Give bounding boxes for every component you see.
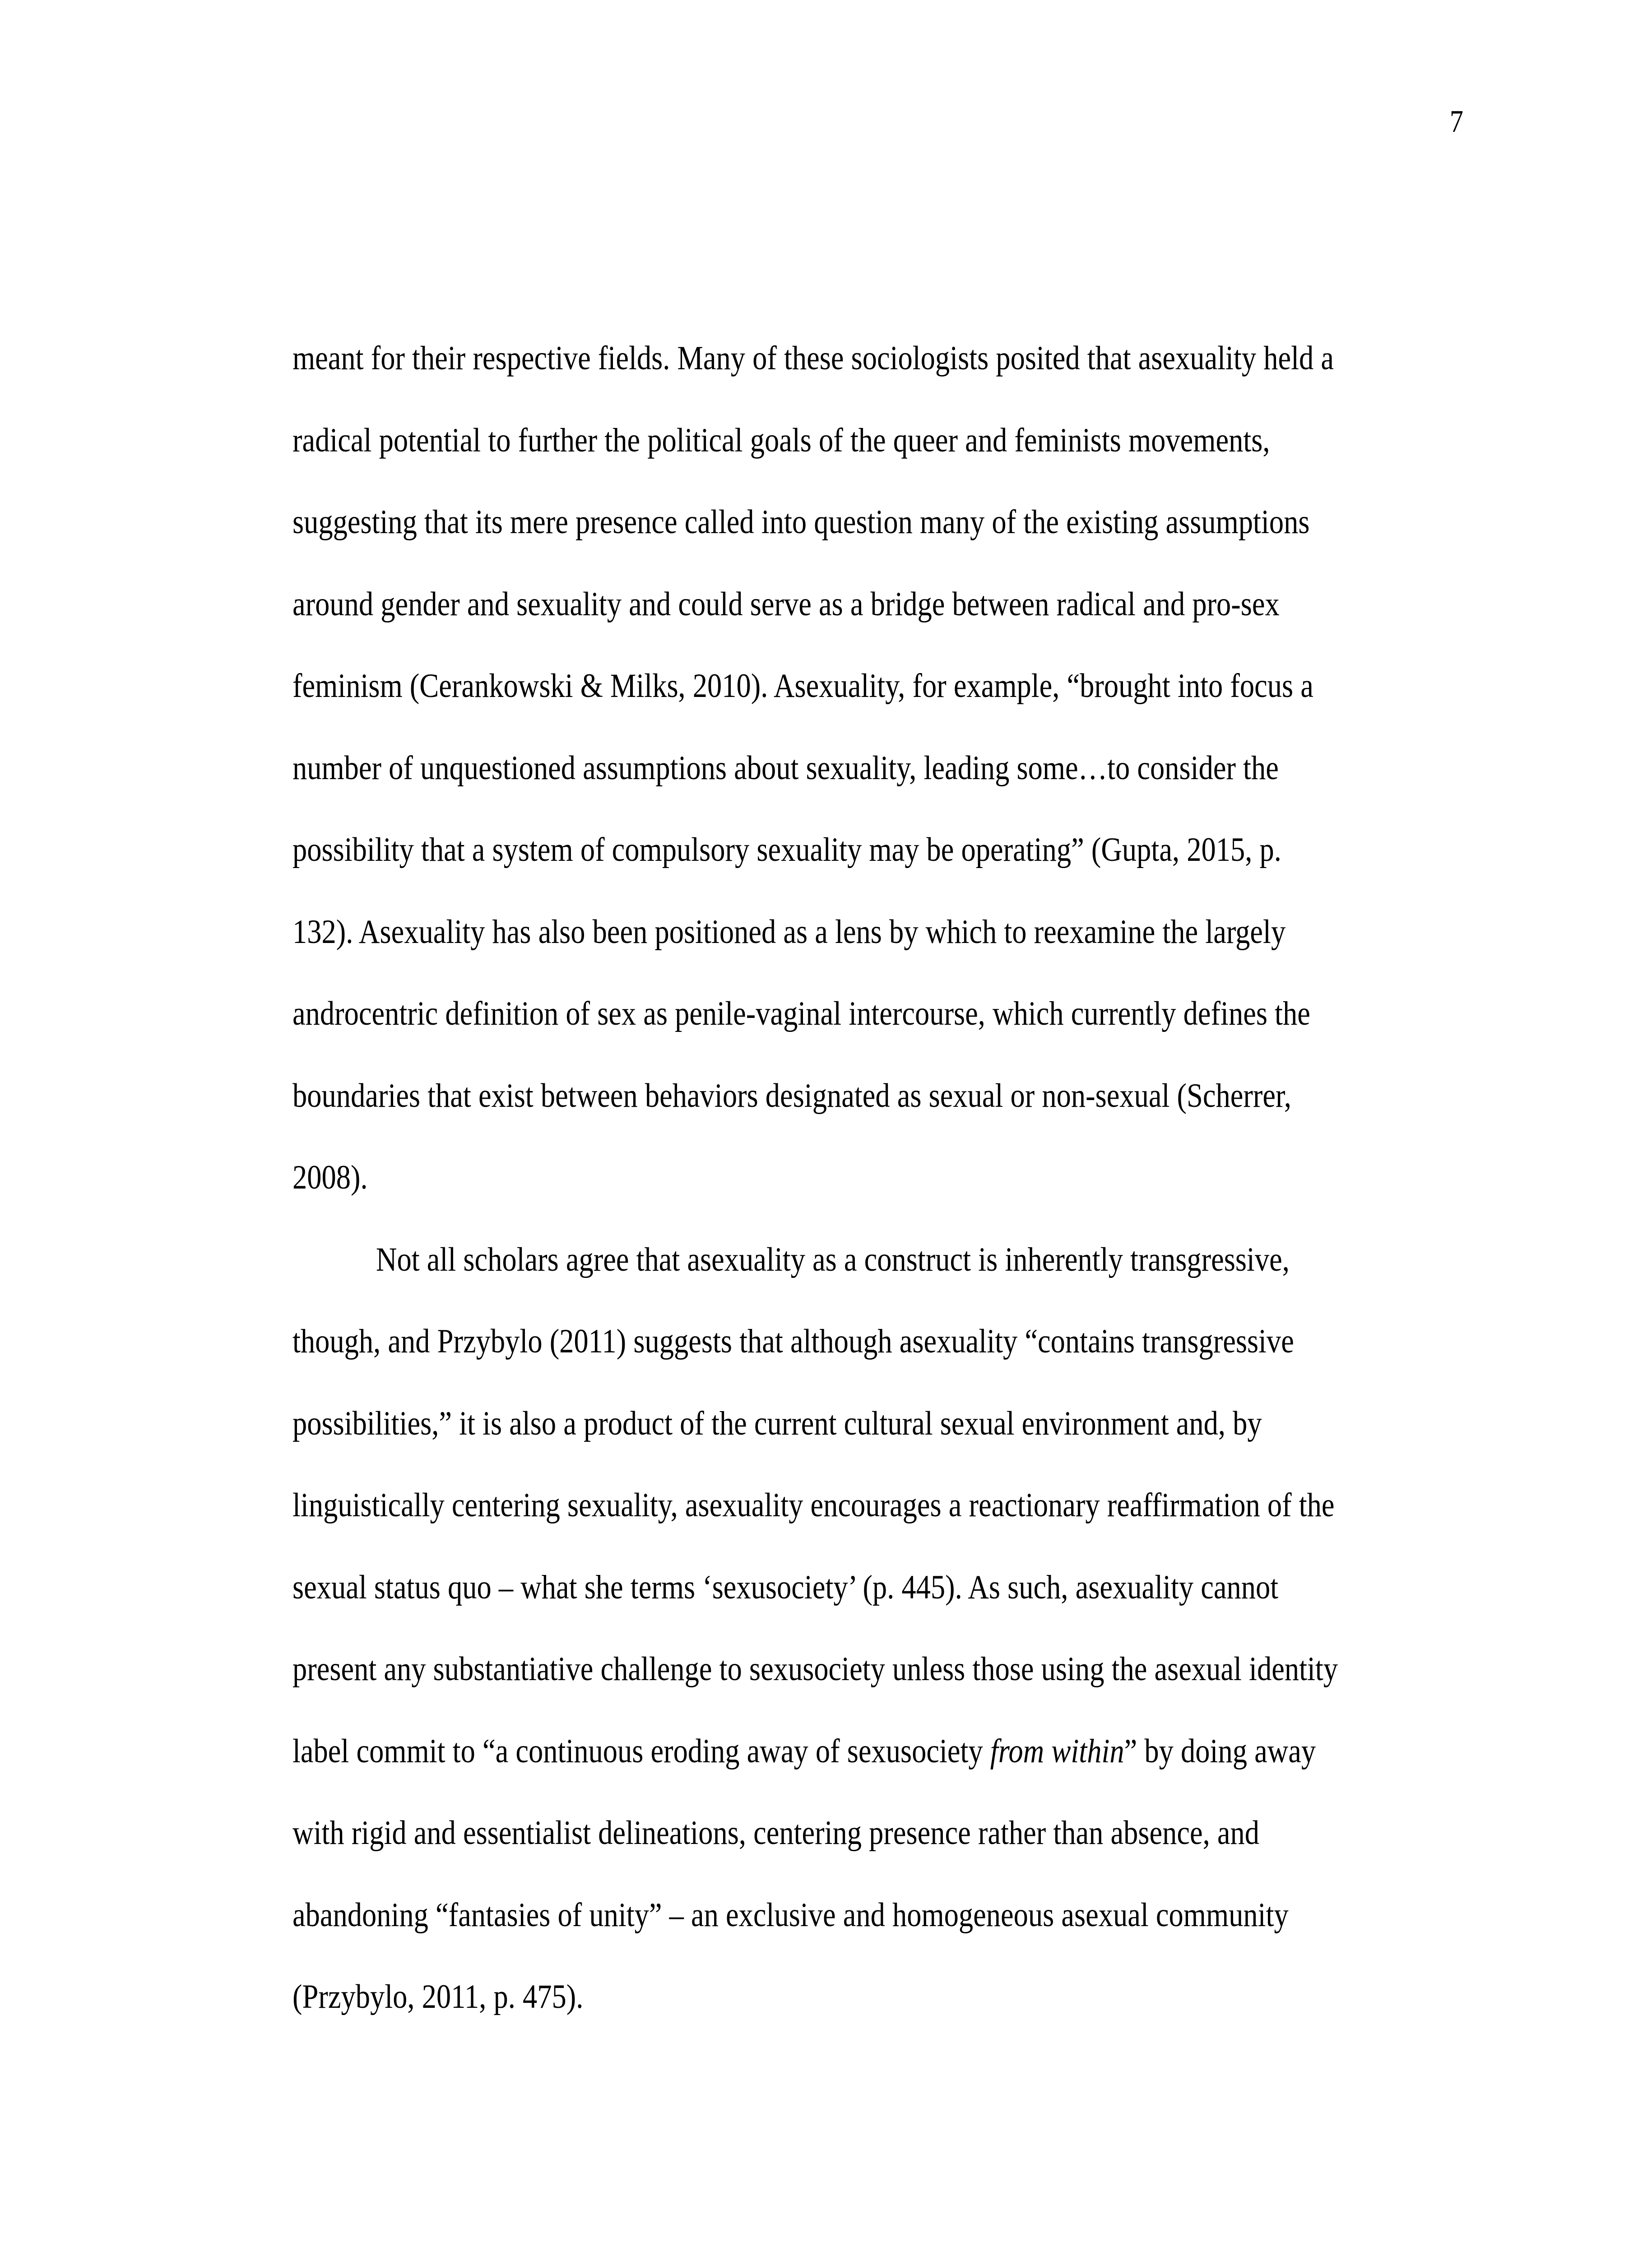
text-line: with rigid and essentialist delineations, centering presence rather than absence, and — [292, 1814, 1260, 1852]
text-line: linguistically centering sexuality, asexuality encourages a reactionary reaffirmation of the — [292, 1486, 1335, 1524]
text-line: number of unquestioned assumptions about sexuality, leading some…to consider the — [292, 749, 1279, 787]
text-line: possibilities,” it is also a product of the current cultural sexual environment and, by — [292, 1404, 1262, 1442]
body-text — [292, 317, 1480, 2038]
text-line: present any substantiative challenge to sexusociety unless those using the asexual identity — [292, 1650, 1338, 1688]
text-line: suggesting that its mere presence called into question many of the existing assumptions — [292, 503, 1310, 541]
text-line: possibility that a system of compulsory sexuality may be operating” (Gupta, 2015, p. — [292, 831, 1281, 868]
emphasis-text: from within — [990, 1732, 1124, 1770]
text-line: feminism (Cerankowski & Milks, 2010). Asexuality, for example, “brought into focus a — [292, 667, 1313, 705]
text-segment: ” by doing away — [1124, 1732, 1316, 1770]
text-segment: label commit to “a continuous eroding away of sexusociety — [292, 1732, 990, 1770]
text-line: around gender and sexuality and could serve as a bridge between radical and pro-sex — [292, 585, 1280, 623]
text-line: androcentric definition of sex as penile-vaginal intercourse, which currently defines the — [292, 995, 1310, 1032]
text-line: radical potential to further the political goals of the queer and feminists movements, — [292, 421, 1270, 459]
text-line: 132). Asexuality has also been positioned as a lens by which to reexamine the largely — [292, 913, 1286, 951]
text-line: sexual status quo – what she terms ‘sexusociety’ (p. 445). As such, asexuality cannot — [292, 1568, 1279, 1606]
text-line: abandoning “fantasies of unity” – an exclusive and homogeneous asexual community — [292, 1896, 1289, 1934]
page-number: 7 — [1449, 104, 1463, 139]
paragraph-1 — [292, 317, 1480, 1219]
text-line: 2008). — [292, 1159, 368, 1196]
text-line: though, and Przybylo (2011) suggests that although asexuality “contains transgressive — [292, 1323, 1294, 1360]
text-line: (Przybylo, 2011, p. 475). — [292, 1978, 584, 2016]
text-line-with-emphasis — [292, 1710, 1314, 1793]
paragraph-2 — [292, 1219, 1480, 2038]
text-line: boundaries that exist between behaviors designated as sexual or non-sexual (Scherrer, — [292, 1077, 1291, 1115]
text-line: meant for their respective fields. Many of these sociologists posited that asexuality held a — [292, 339, 1334, 377]
text-line-indented: Not all scholars agree that asexuality as a construct is inherently transgressive, — [376, 1240, 1290, 1278]
